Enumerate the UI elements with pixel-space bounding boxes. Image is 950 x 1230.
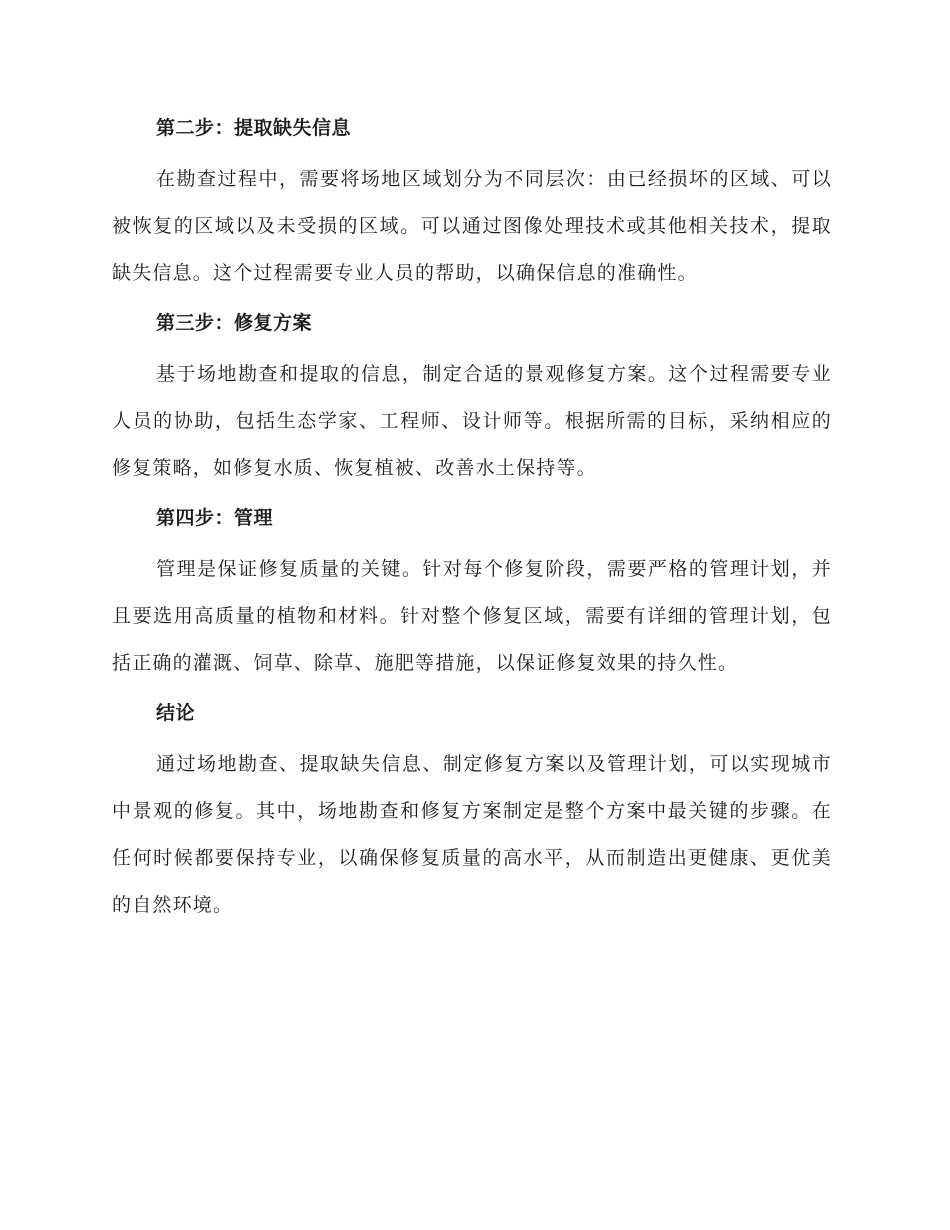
section-conclusion: [112, 693, 832, 929]
section-paragraph: 通过场地勘查、提取缺失信息、制定修复方案以及管理计划，可以实现城市中景观的修复。其中，场地勘查和修复方案制定是整个方案中最关键的步骤。在任何时候都要保持专业，以确保修复质量的高水平，从而制造出更健康、更优美的自然环境。: [112, 753, 832, 916]
section-step-two: [112, 108, 832, 297]
document-page: [112, 108, 832, 935]
section-heading: 结论: [156, 702, 196, 724]
section-heading: 第二步：提取缺失信息: [156, 117, 352, 139]
section-paragraph: 管理是保证修复质量的关键。针对每个修复阶段，需要严格的管理计划，并且要选用高质量的植物和材料。针对整个修复区域，需要有详细的管理计划，包括正确的灌溉、饲草、除草、施肥等措施，以保证修复效果的持久性。: [112, 558, 832, 674]
section-heading: 第四步：管理: [156, 507, 274, 529]
section-paragraph: 在勘查过程中，需要将场地区域划分为不同层次：由已经损坏的区域、可以被恢复的区域以及未受损的区域。可以通过图像处理技术或其他相关技术，提取缺失信息。这个过程需要专业人员的帮助，以确保信息的准确性。: [112, 168, 832, 284]
section-paragraph: 基于场地勘查和提取的信息，制定合适的景观修复方案。这个过程需要专业人员的协助，包括生态学家、工程师、设计师等。根据所需的目标，采纳相应的修复策略，如修复水质、恢复植被、改善水土保持等。: [112, 363, 832, 479]
section-step-four: [112, 498, 832, 687]
section-step-three: [112, 303, 832, 492]
section-heading: 第三步：修复方案: [156, 312, 313, 334]
